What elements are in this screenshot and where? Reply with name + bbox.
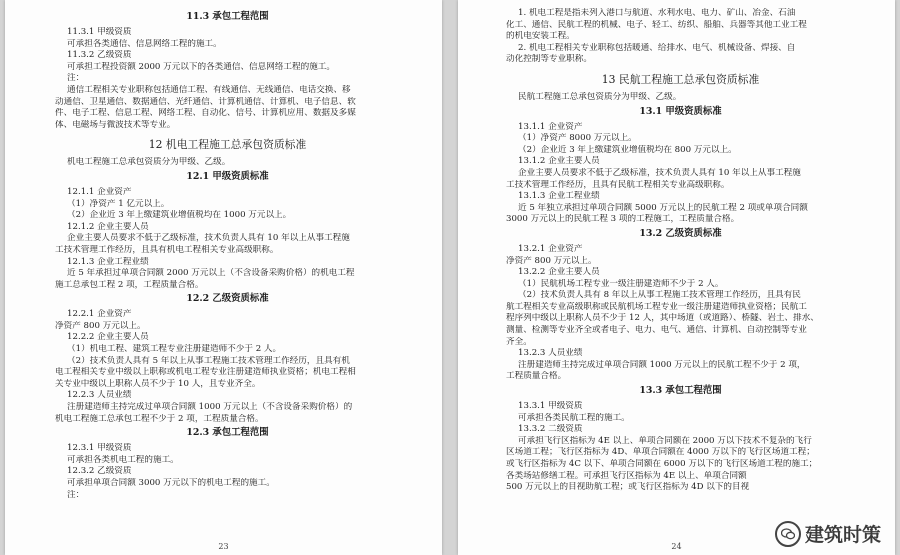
subsection-heading: 12.2 乙级资质标准: [186, 293, 269, 305]
text-line: 近 5 年承担过单项合同额 2000 万元以上（不含设备采购价格）的机电工程: [67, 268, 355, 279]
text-line: 12.2.3 人员业绩: [67, 390, 132, 401]
text-line: 动通信、卫星通信、数据通信、光纤通信、计算机通信、计算机、电子信息、软: [55, 96, 356, 107]
text-line: 3000 万元以上的民航工程 3 项的工程施工，工程质量合格。: [506, 214, 740, 225]
text-line: 注册建造师主持完成过单项合同额 1000 万元以上（不含设备采购价格）的: [67, 402, 353, 413]
text-line: 11.3.1 甲级资质: [67, 27, 132, 37]
text-line: （2）企业近 3 年上缴建筑业增值税均在 800 万元以上。: [518, 144, 737, 155]
subsection-heading: 13.2 乙级资质标准: [639, 227, 722, 239]
text-line: 程序列中级以上职称人员不少于 12 人，其中场道（或道路）、桥隧、岩土、排水、: [506, 313, 819, 324]
text-line: 化工、通信、民航工程的机械、电子、轻工、纺织、船舶、兵器等其他工业工程: [506, 19, 807, 30]
page-content: [55, 9, 400, 501]
text-line: 12.3.2 乙级资质: [67, 466, 132, 477]
text-line: 的机电安装工程。: [506, 31, 575, 42]
text-line: 体、电磁场与微波技术等专业。: [55, 119, 176, 130]
text-line: 可承担工程投资额 2000 万元以下的各类通信、信息网络工程的施工。: [67, 61, 335, 72]
page-number: 23: [218, 542, 229, 551]
text-line: （1）民航机场工程专业一级注册建造师不少于 2 人。: [518, 278, 724, 289]
text-line: 13.1.1 企业资产: [518, 121, 583, 132]
text-line: 关专业中级以上职称人员不少于 10 人，且专业齐全。: [55, 378, 261, 389]
page-content: [506, 8, 855, 494]
text-line: 13.3.2 二级资质: [518, 424, 583, 435]
text-line: （2）企业近 3 年上缴建筑业增值税均在 1000 万元以上。: [67, 210, 292, 221]
text-line: 13.1.3 企业工程业绩: [518, 191, 600, 202]
text-line: 注：: [67, 73, 85, 84]
text-line: 2. 机电工程相关专业职称包括暖通、给排水、电气、机械设备、焊接、自: [518, 42, 796, 53]
subsection-heading: 12.3 承包工程范围: [186, 427, 269, 439]
text-line: 工技术管理工作经历，且具有民航工程相关专业高级职称。: [506, 179, 730, 190]
watermark: [775, 520, 881, 547]
text-line: （1）机电工程、建筑工程专业注册建造师不少于 2 人。: [67, 344, 282, 355]
text-line: 可承担各类通信、信息网络工程的施工。: [67, 38, 222, 49]
subsection-heading: 13.1 甲级资质标准: [639, 105, 722, 117]
text-line: 可承担单项合同额 3000 万元以下的机电工程的施工。: [67, 478, 275, 488]
text-line: 13.1.2 企业主要人员: [518, 156, 600, 167]
text-line: 13.3.1 甲级资质: [518, 401, 583, 412]
text-line: 机电工程施工总承包资质分为甲级、乙级。: [67, 157, 231, 168]
text-line: 13.2.2 企业主要人员: [518, 267, 600, 278]
text-line: 12.1.2 企业主要人员: [67, 221, 149, 232]
text-line: （2）技术负责人具有 5 年以上从事工程施工技术管理工作经历，且具有机: [67, 355, 350, 366]
subsection-heading: 12.1 甲级资质标准: [186, 170, 269, 182]
text-line: 注册建造师主持完成过单项合同额 1000 万元以上的民航工程不少于 2 项，: [518, 359, 806, 370]
document-page-right: [458, 0, 895, 555]
text-line: 13.2.1 企业资产: [518, 243, 583, 254]
text-line: （1）净资产 8000 万元以上。: [518, 133, 637, 144]
section-heading: 13 民航工程施工总承包资质标准: [601, 72, 760, 86]
subsection-heading: 13.3 承包工程范围: [639, 385, 722, 397]
text-line: 12.1.1 企业资产: [67, 186, 132, 197]
text-line: （1）净资产 1 亿元以上。: [67, 198, 170, 209]
subsection-heading: 11.3 承包工程范围: [186, 11, 269, 22]
text-line: 净资产 800 万元以上。: [55, 320, 146, 331]
text-line: 12.1.3 企业工程业绩: [67, 256, 149, 267]
text-line: 近 5 年独立承担过单项合同额 5000 万元以上的民航工程 2 项或单项合同额: [518, 202, 808, 213]
watermark-text: 建筑时策: [804, 524, 881, 546]
text-line: 可承担各类民航工程的施工。: [518, 412, 630, 423]
section-heading: 12 机电工程施工总承包资质标准: [148, 138, 307, 152]
text-line: 净资产 800 万元以上。: [506, 255, 597, 266]
text-line: 12.2.2 企业主要人员: [67, 332, 149, 343]
text-line: 可承担飞行区指标为 4E 以上、单项合同额在 2000 万以下技术不复杂的飞行: [518, 435, 812, 446]
text-line: 机电工程施工总承包工程不少于 2 项，工程质量合格。: [55, 413, 264, 424]
text-line: 测量、检测等专业齐全或者电子、电力、电气、通信、计算机、自动控制等专业: [506, 325, 807, 336]
text-line: 企业主要人员要求不低于乙级标准，技术负责人具有 10 年以上从事工程施: [67, 233, 350, 244]
text-line: 各类场站修缮工程。可承担飞行区指标为 4E 以上、单项合同额: [506, 470, 747, 481]
text-line: 施工总承包工程 2 项，工程质量合格。: [55, 279, 204, 290]
text-line: 12.3.1 甲级资质: [67, 443, 132, 454]
text-line: 12.2.1 企业资产: [67, 309, 132, 320]
wechat-logo-icon: [775, 521, 801, 547]
text-line: （2）技术负责人具有 8 年以上从事工程施工技术管理工作经历，且具有民: [518, 290, 801, 301]
text-line: 1. 机电工程是指未列入港口与航道、水利水电、电力、矿山、冶金、石油: [518, 8, 796, 18]
text-line: 齐全。: [506, 336, 532, 347]
text-line: 或飞行区指标为 4C 以下、单项合同额在 6000 万以下的飞行区场道工程的施工；: [506, 459, 818, 469]
text-line: 工技术管理工作经历，且具有机电工程相关专业高级职称。: [55, 244, 279, 255]
text-line: 工程质量合格。: [506, 371, 567, 382]
text-line: 500 万元以上的目视助航工程；或飞行区指标为 4D 以下的目视: [506, 482, 750, 493]
text-line: 可承担各类机电工程的施工。: [67, 454, 179, 465]
text-line: 航工程相关专业高级职称或民航机场工程专业一级注册建造师执业资格；民航工: [506, 301, 807, 312]
document-page-left: [5, 0, 442, 555]
text-line: 区场道工程；飞行区指标为 4D、单项合同额在 4000 万以下的飞行区场道工程；: [506, 447, 815, 458]
text-line: 动化控制等专业职称。: [506, 54, 592, 65]
text-line: 13.2.3 人员业绩: [518, 348, 583, 359]
page-number: 24: [671, 542, 682, 551]
text-line: 电工程相关专业中级以上职称或机电工程专业注册建造师执业资格；机电工程相: [55, 367, 356, 378]
text-line: 企业主要人员要求不低于乙级标准，技术负责人具有 10 年以上从事工程施: [518, 167, 801, 178]
text-line: 注：: [67, 489, 85, 500]
text-line: 民航工程施工总承包资质分为甲级、乙级。: [518, 91, 682, 102]
text-line: 件、电子工程、信息工程、网络工程、自动化、信号、计算机应用、数据及多媒: [55, 108, 356, 119]
text-line: 通信工程相关专业职称包括通信工程、有线通信、无线通信、电话交换、移: [67, 84, 351, 95]
text-line: 11.3.2 乙级资质: [67, 50, 132, 61]
